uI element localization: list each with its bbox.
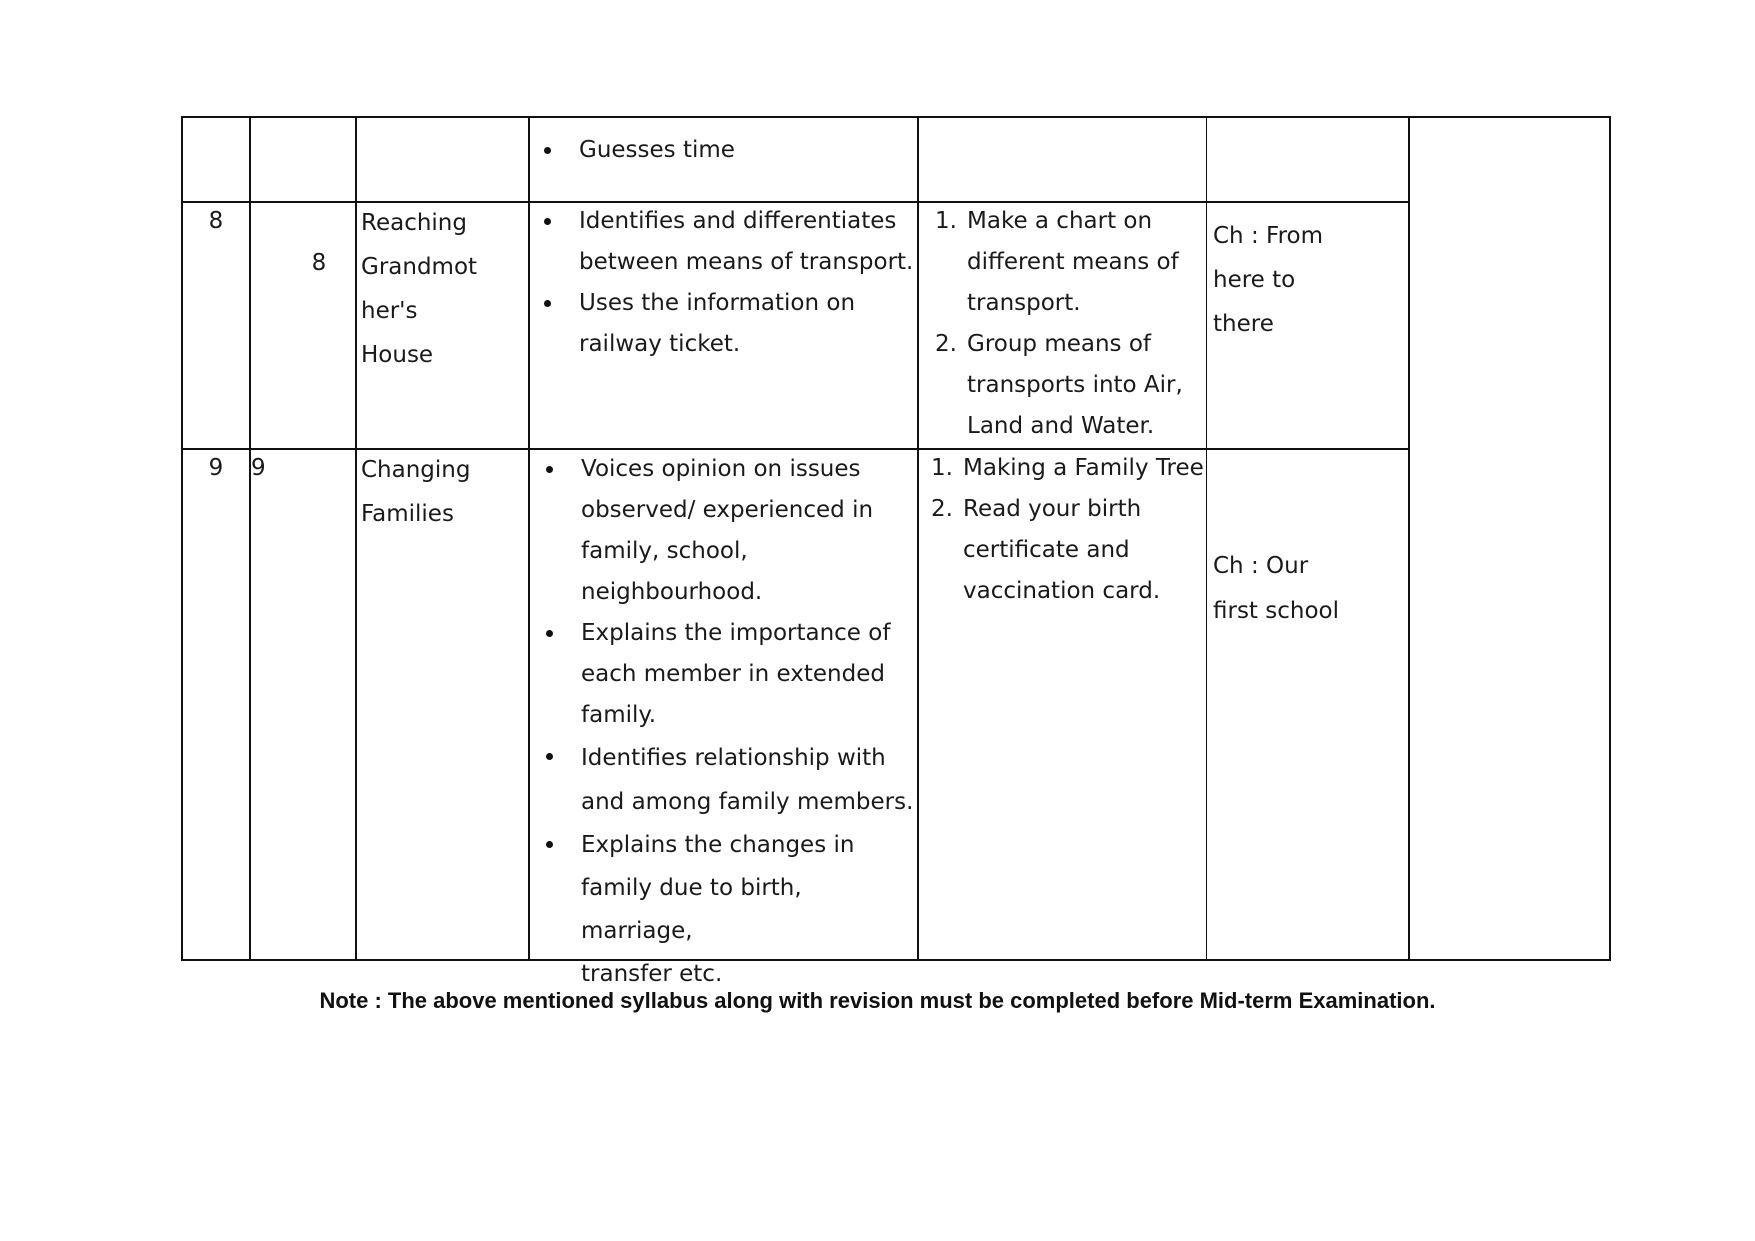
activities-cell	[919, 448, 1207, 612]
week-number: 8	[311, 250, 327, 276]
learning-outcome-item: Voices opinion on issues observed/ experienced in family, school, neighbourhood.	[536, 449, 916, 613]
lesson-title-line: Families	[361, 501, 454, 527]
lesson-title-cell	[361, 201, 525, 377]
reference-cell	[1213, 214, 1403, 346]
activity-item: 2. Read your birth certificate and vaccination card.	[931, 496, 1161, 604]
activity-item: 2. Group means of transports into Air, Land and Water.	[935, 331, 1183, 439]
learning-outcome-item: Explains the importance of each member in extended family.	[536, 613, 916, 736]
week-cell	[251, 243, 355, 283]
column-divider	[528, 116, 530, 961]
serial-number-cell	[183, 201, 249, 241]
learning-outcome-item: Explains the changes in family due to birth, marriage, transfer etc.	[536, 824, 916, 996]
table-border-right	[1609, 116, 1611, 961]
table-border-top	[181, 116, 1611, 118]
activity-item: 1. Make a chart on different means of transport.	[935, 208, 1179, 316]
reference-line: here to	[1213, 267, 1296, 293]
learning-outcome-item: Identifies and differentiates between means of transport.	[534, 201, 916, 283]
learning-outcomes-cell	[534, 201, 916, 365]
learning-outcome-item: Guesses time	[534, 130, 914, 170]
lesson-title-line: Changing	[361, 457, 471, 483]
column-divider	[1408, 116, 1410, 961]
serial-number: 8	[208, 208, 224, 234]
week-number: 9	[251, 455, 266, 481]
reference-line: first school	[1213, 598, 1339, 624]
lesson-title-line: her's	[361, 298, 418, 324]
table-border-left	[181, 116, 183, 961]
lesson-title-line: Reaching	[361, 210, 467, 236]
lesson-title-line: House	[361, 342, 434, 368]
column-divider	[355, 116, 357, 961]
week-cell	[251, 448, 351, 488]
lesson-title-line: Grandmot	[361, 254, 478, 280]
learning-outcomes-cell	[534, 130, 914, 170]
serial-number: 9	[208, 455, 224, 481]
lesson-title-cell	[361, 448, 525, 536]
reference-cell	[1213, 544, 1403, 634]
syllabus-note: Note : The above mentioned syllabus along with revision must be completed before Mid-term Examination.	[319, 988, 1436, 1013]
serial-number-cell	[183, 448, 249, 488]
activities-cell	[919, 201, 1205, 447]
reference-line: there	[1213, 311, 1274, 337]
learning-outcome-item: Uses the information on railway ticket.	[534, 283, 916, 365]
activity-item: 1. Making a Family Tree	[931, 455, 1204, 481]
learning-outcome-item: Identifies relationship with and among family members.	[536, 736, 916, 824]
reference-line: Ch : From	[1213, 223, 1323, 249]
reference-line: Ch : Our	[1213, 553, 1309, 579]
learning-outcomes-cell	[536, 449, 916, 996]
